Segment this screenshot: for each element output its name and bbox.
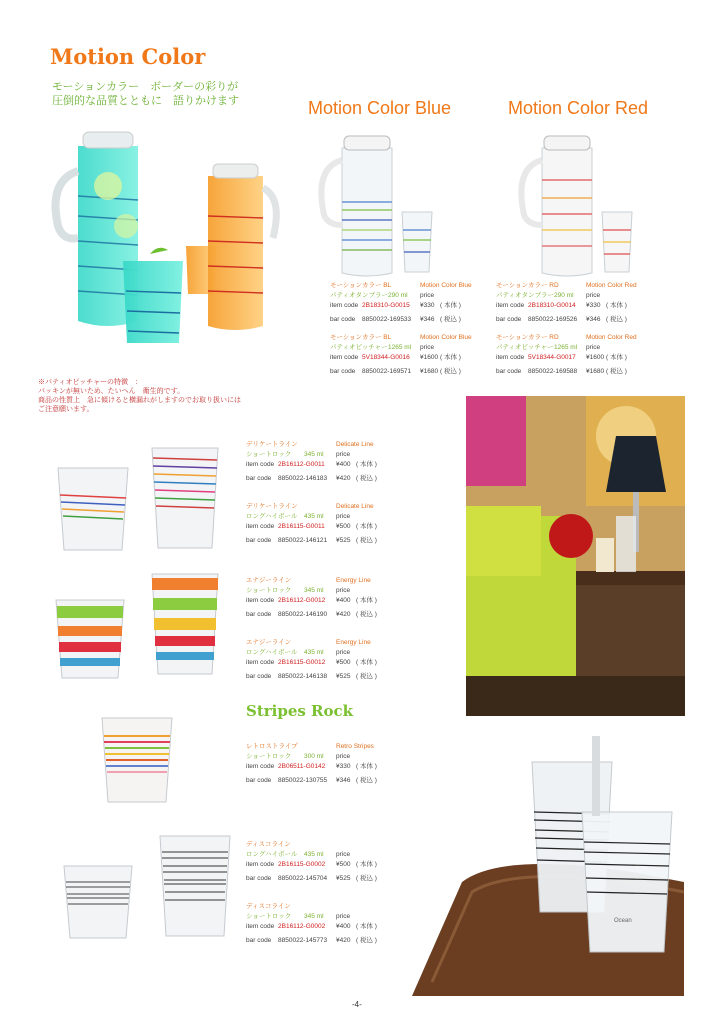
item-code: 2B16115-G0002 <box>278 861 326 868</box>
tax-exclusive-label: ( 本体 ) <box>356 597 377 604</box>
product-sub: ロングハイボール <box>246 513 298 520</box>
tax-exclusive-label: ( 本体 ) <box>606 302 627 309</box>
price-label: price <box>420 344 435 351</box>
tax-inclusive-label: ( 税込 ) <box>440 316 461 323</box>
bar-code: 8850022-145773 <box>278 937 328 944</box>
product-size: 300 ml <box>304 753 324 760</box>
price-label: price <box>336 851 351 858</box>
product-info <box>246 902 396 946</box>
product-info <box>246 576 396 620</box>
product-name: エナジーライン <box>246 639 292 646</box>
price-label: price <box>336 753 351 760</box>
price-label: price <box>336 913 351 920</box>
price-label: price <box>336 513 351 520</box>
tax-inclusive-label: ( 税込 ) <box>356 777 377 784</box>
product-info <box>496 281 646 325</box>
item-code-label: item code <box>246 923 275 930</box>
tax-price: ¥525 <box>336 875 351 882</box>
product-info <box>330 333 480 377</box>
red-section-title: Motion Color Red <box>508 98 649 118</box>
product-size: 435 ml <box>304 513 324 520</box>
bar-code: 8850022-146138 <box>278 673 328 680</box>
product-en-name: Retro Stripes <box>336 743 374 750</box>
tax-price: ¥525 <box>336 673 351 680</box>
bar-code-label: bar code <box>246 537 272 544</box>
product-sub: パティオタンブラー <box>330 292 388 299</box>
tax-price: ¥346 <box>420 316 435 323</box>
product-en-name: Energy Line <box>336 639 371 646</box>
tax-exclusive-label: ( 本体 ) <box>440 354 461 361</box>
product-sub: ショートロック <box>246 587 292 594</box>
blue-pitcher-photo <box>312 130 442 280</box>
tax-inclusive-label: ( 税込 ) <box>356 875 377 882</box>
bar-code-label: bar code <box>246 875 272 882</box>
product-name: レトロストライプ <box>246 743 298 750</box>
stripes-rock-title: Stripes Rock <box>246 702 354 720</box>
price-label: price <box>336 451 351 458</box>
red-pitcher-photo <box>512 130 642 280</box>
product-en-name: Delicate Line <box>336 503 374 510</box>
bar-code: 8850022-169588 <box>528 368 578 375</box>
tax-price: ¥346 <box>336 777 351 784</box>
item-code-label: item code <box>496 354 525 361</box>
price: ¥330 <box>420 302 435 309</box>
item-code: 2B16112-G0012 <box>278 597 326 604</box>
price-label: price <box>420 292 435 299</box>
price-label: price <box>586 292 601 299</box>
item-code: 5V18344-G0017 <box>528 354 576 361</box>
energy-line-glasses-photo <box>52 570 227 680</box>
bar-code: 8850022-169571 <box>362 368 412 375</box>
product-en-name: Delicate Line <box>336 441 374 448</box>
tax-inclusive-label: ( 税込 ) <box>356 475 377 482</box>
bar-code-label: bar code <box>246 937 272 944</box>
price: ¥400 <box>336 923 351 930</box>
tax-exclusive-label: ( 本体 ) <box>356 861 377 868</box>
item-code: 2B16112-G0002 <box>278 923 326 930</box>
product-name: ディスコライン <box>246 841 291 848</box>
pitcher-note <box>38 378 241 414</box>
product-info <box>330 281 480 325</box>
item-code-label: item code <box>496 302 525 309</box>
disco-line-glasses-photo <box>60 832 236 942</box>
price: ¥1600 <box>420 354 439 361</box>
intro-line: モーションカラー ボーダーの彩りが <box>52 80 239 93</box>
tax-price: ¥525 <box>336 537 351 544</box>
item-code: 2B06511-G0142 <box>278 763 326 770</box>
product-sub: パティオピッチャー <box>496 344 554 351</box>
product-en-name: Motion Color Blue <box>420 282 472 289</box>
item-code-label: item code <box>246 597 275 604</box>
product-en-name: Motion Color Red <box>586 282 637 289</box>
tax-price: ¥420 <box>336 475 351 482</box>
intro-text <box>52 80 239 108</box>
product-size: 345 ml <box>304 913 324 920</box>
page-title: Motion Color <box>50 44 206 69</box>
delicate-line-glasses-photo <box>52 440 227 555</box>
product-size: 290 ml <box>554 292 574 299</box>
tax-inclusive-label: ( 税込 ) <box>606 316 627 323</box>
bar-code: 8850022-146190 <box>278 611 328 618</box>
price: ¥500 <box>336 861 351 868</box>
bar-code-label: bar code <box>496 368 522 375</box>
note-line: 商品の性質上 急に傾けると横漏れがしますのでお取り扱いには <box>38 396 241 404</box>
tax-exclusive-label: ( 本体 ) <box>356 523 377 530</box>
price-label: price <box>336 587 351 594</box>
tax-exclusive-label: ( 本体 ) <box>356 763 377 770</box>
living-room-photo <box>466 396 685 716</box>
product-size: 345 ml <box>304 451 324 458</box>
tax-exclusive-label: ( 本体 ) <box>606 354 627 361</box>
tax-inclusive-label: ( 税込 ) <box>356 611 377 618</box>
product-size: 1265 ml <box>554 344 578 351</box>
product-name: ディスコライン <box>246 903 291 910</box>
item-code-label: item code <box>246 861 275 868</box>
product-info <box>246 440 396 484</box>
retro-stripes-glass-photo <box>98 712 178 807</box>
price-label: price <box>586 344 601 351</box>
tax-inclusive-label: ( 税込 ) <box>440 368 461 375</box>
tax-inclusive-label: ( 税込 ) <box>356 673 377 680</box>
product-size: 290 ml <box>388 292 408 299</box>
bar-code-label: bar code <box>246 777 272 784</box>
product-en-name: Motion Color Blue <box>420 334 472 341</box>
price-label: price <box>336 649 351 656</box>
product-sub: パティオピッチャー <box>330 344 388 351</box>
product-name: モーションカラー BL <box>330 282 392 289</box>
product-en-name: Energy Line <box>336 577 371 584</box>
item-code: 2B18310-G0015 <box>362 302 410 309</box>
tax-exclusive-label: ( 本体 ) <box>356 923 377 930</box>
intro-line: 圧倒的な品質とともに 語りかけます <box>52 94 239 107</box>
bar-code: 8850022-169526 <box>528 316 578 323</box>
product-sub: ショートロック <box>246 913 292 920</box>
bar-code-label: bar code <box>246 611 272 618</box>
note-line: パッキンが無いため、たいへん 衛生的です。 <box>38 387 185 395</box>
tax-price: ¥420 <box>336 611 351 618</box>
item-code: 2B16112-G0011 <box>278 461 325 468</box>
product-name: モーションカラー RD <box>496 282 559 289</box>
price: ¥1600 <box>586 354 605 361</box>
item-code-label: item code <box>330 354 359 361</box>
product-size: 1265 ml <box>388 344 412 351</box>
product-sub: ロングハイボール <box>246 851 298 858</box>
bar-code-label: bar code <box>330 368 356 375</box>
price: ¥400 <box>336 461 351 468</box>
page-number: -4- <box>352 1000 362 1009</box>
bar-code-label: bar code <box>246 475 272 482</box>
item-code: 2B16115-G0012 <box>278 659 326 666</box>
product-sub: ロングハイボール <box>246 649 298 656</box>
product-name: エナジーライン <box>246 577 292 584</box>
price: ¥330 <box>586 302 601 309</box>
tax-exclusive-label: ( 本体 ) <box>356 659 377 666</box>
tax-exclusive-label: ( 本体 ) <box>356 461 377 468</box>
bar-code-label: bar code <box>246 673 272 680</box>
item-code-label: item code <box>246 763 275 770</box>
item-code: 2B18310-G0014 <box>528 302 576 309</box>
bar-code: 8850022-130755 <box>278 777 328 784</box>
bar-code: 8850022-145704 <box>278 875 328 882</box>
product-sub: パティオタンブラー <box>496 292 554 299</box>
price: ¥330 <box>336 763 351 770</box>
product-info <box>246 840 396 884</box>
product-en-name: Motion Color Red <box>586 334 637 341</box>
item-code: 5V18344-G0016 <box>362 354 410 361</box>
hero-pitchers-photo <box>38 126 290 346</box>
product-size: 435 ml <box>304 649 324 656</box>
product-info <box>246 502 396 546</box>
tax-price: ¥1680 <box>420 368 439 375</box>
blue-section-title: Motion Color Blue <box>308 98 452 118</box>
tax-price: ¥346 <box>586 316 601 323</box>
note-line: ご注意願います。 <box>38 405 94 413</box>
bar-code: 8850022-146183 <box>278 475 328 482</box>
glass-brand-mark: Ocean <box>614 918 632 924</box>
tax-inclusive-label: ( 税込 ) <box>606 368 627 375</box>
tax-price: ¥420 <box>336 937 351 944</box>
product-info <box>246 638 396 682</box>
product-name: モーションカラー RD <box>496 334 559 341</box>
product-info <box>246 742 396 786</box>
price: ¥500 <box>336 523 351 530</box>
price: ¥400 <box>336 597 351 604</box>
item-code-label: item code <box>246 659 275 666</box>
product-size: 435 ml <box>304 851 324 858</box>
product-size: 345 ml <box>304 587 324 594</box>
item-code-label: item code <box>330 302 359 309</box>
price: ¥500 <box>336 659 351 666</box>
bar-code: 8850022-169533 <box>362 316 412 323</box>
bar-code: 8850022-146121 <box>278 537 328 544</box>
tax-price: ¥1680 <box>586 368 605 375</box>
item-code-label: item code <box>246 461 275 468</box>
item-code-label: item code <box>246 523 275 530</box>
item-code: 2B16115-G0011 <box>278 523 325 530</box>
product-name: デリケートライン <box>246 441 298 448</box>
bar-code-label: bar code <box>496 316 522 323</box>
tax-inclusive-label: ( 税込 ) <box>356 537 377 544</box>
note-line: ※パティオピッチャーの特徴 ： <box>38 378 142 386</box>
bar-code-label: bar code <box>330 316 356 323</box>
tax-exclusive-label: ( 本体 ) <box>440 302 461 309</box>
tray-glasses-photo <box>392 732 684 996</box>
product-name: モーションカラー BL <box>330 334 392 341</box>
product-name: デリケートライン <box>246 503 298 510</box>
tax-inclusive-label: ( 税込 ) <box>356 937 377 944</box>
product-sub: ショートロック <box>246 451 292 458</box>
product-info <box>496 333 646 377</box>
product-sub: ショートロック <box>246 753 292 760</box>
